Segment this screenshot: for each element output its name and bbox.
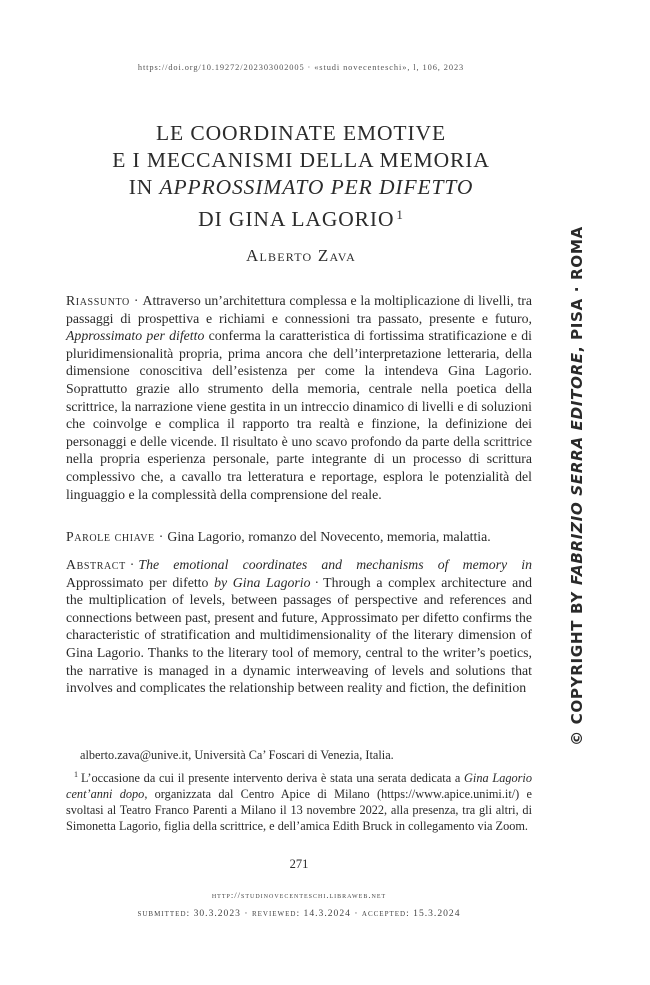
abstract-en-work-title: Approssimato per difetto	[320, 609, 459, 625]
footnotes	[66, 747, 532, 834]
title-footnote-marker[interactable]: 1	[396, 207, 404, 222]
footnote-1-text-a: L’occasione da cui il presente intervento deriva è stata una serata dedicata a	[81, 771, 465, 786]
page-number: 271	[289, 857, 309, 871]
separator-dot: ·	[314, 574, 320, 590]
abstract-en-title-b: Approssimato per difetto	[66, 574, 209, 590]
title-line-3-prefix: IN	[128, 175, 160, 199]
abstract-it-label: Riassunto	[66, 293, 130, 308]
separator-dot: ·	[129, 557, 135, 572]
keywords-label: Parole chiave	[66, 529, 155, 544]
separator-dot: ·	[158, 529, 164, 544]
abstract-italian	[66, 292, 532, 503]
footer-dates: submitted: 30.3.2023 · reviewed: 14.3.2024 · accepted: 15.3.2024	[137, 908, 461, 919]
keywords-text: Gina Lagorio, romanzo del Novecento, memoria, malattia.	[167, 529, 491, 544]
title-work-italic: APPROSSIMATO PER DIFETTO	[159, 175, 474, 199]
author-name: Alberto Zava	[246, 246, 356, 265]
running-head: https://doi.org/10.19272/202303002005 · «studi novecenteschi», l, 106, 2023	[137, 63, 465, 72]
abstract-en-text-b: confirms the characteristic of stratification and multidimensionality of the literary dimension of Gina Lagorio. Thanks to the literary tool of memory, central to the writer’s poetics, the narrative is managed in a dynamic interweaving of levels and solutions that involves and complicates the relationship between reality and fiction, the definition	[66, 609, 532, 696]
title-line-3	[66, 174, 536, 201]
title-line-4-text: DI GINA LAGORIO	[198, 207, 395, 231]
copyright-suffix: , PISA · ROMA	[568, 226, 586, 353]
abstract-en-label: Abstract	[66, 557, 126, 572]
footer-url[interactable]: http://studinovecenteschi.libraweb.net	[211, 890, 387, 900]
footnote-1-text-b: , organizzata dal Centro Apice di Milano (https://www.apice.unimi.it/) e svoltasi al Teatro Franco Parenti a Milano il 13 novembre 2022, alla presenza, tra gli altri, di Simonetta Lagorio, figlia della scrittrice, e dell’amica Edith Bruck in collegamento via Zoom.	[66, 787, 532, 834]
copyright-prefix: © COPYRIGHT BY	[568, 585, 586, 746]
copyright-publisher: FABRIZIO SERRA EDITORE	[568, 352, 586, 586]
title-line-1: LE COORDINATE EMOTIVE	[155, 121, 446, 145]
abstract-it-text-a: Attraverso un’architettura complessa e la moltiplicazione di livelli, tra passaggi di prospettiva e richiami e connessioni tra passato, presente e futuro,	[66, 293, 532, 326]
author-affiliation: alberto.zava@unive.it, Università Ca’ Foscari di Venezia, Italia.	[80, 748, 394, 762]
footnote-1-marker: 1	[74, 770, 78, 779]
footnote-1-italic: Gina Lagorio cent’anni dopo	[66, 771, 532, 802]
footnote-1	[66, 767, 532, 834]
keywords-italian	[66, 528, 532, 546]
title-line-2: E I MECCANISMI DELLA MEMORIA	[112, 148, 490, 172]
title-line-4	[66, 201, 536, 233]
abstract-it-text-b: conferma la caratteristica di fortissima stratificazione e di pluridimensionalità propria, prima ancora che dell’interpretazione letteraria, della dimensione conoscitiva dell’esistenza per come la intendeva Gina Lagorio. Soprattutto grazie allo strumento della memoria, centrale nella poetica della scrittrice, la narrazione viene gestita in un intreccio dinamico di livelli e di soluzioni che coinvolge e complica il rapporto tra realtà e finzione, la definizione dei personaggi e delle vicende. Il risultato è uno scavo profondo da parte della scrittrice nella propria esperienza personale, parte integrante di un processo di scrittura complessivo che, a cavallo tra letteratura e reportage, esplora le potenzialità del linguaggio e la complessità della comprensione del reale.	[66, 328, 532, 502]
copyright-notice	[568, 226, 586, 746]
abstract-en-text-a: Through a complex architecture and the multiplication of levels, between passages of perspective and references and connections between past, present and future,	[66, 574, 533, 625]
separator-dot: ·	[133, 293, 139, 308]
abstract-en-title-a: The emotional coordinates and mechanisms of memory in	[138, 557, 532, 572]
article-title	[66, 120, 536, 233]
abstract-english	[66, 556, 532, 697]
abstract-en-title-c: by Gina Lagorio	[214, 574, 311, 590]
abstract-it-work-title: Approssimato per difetto	[66, 328, 205, 344]
